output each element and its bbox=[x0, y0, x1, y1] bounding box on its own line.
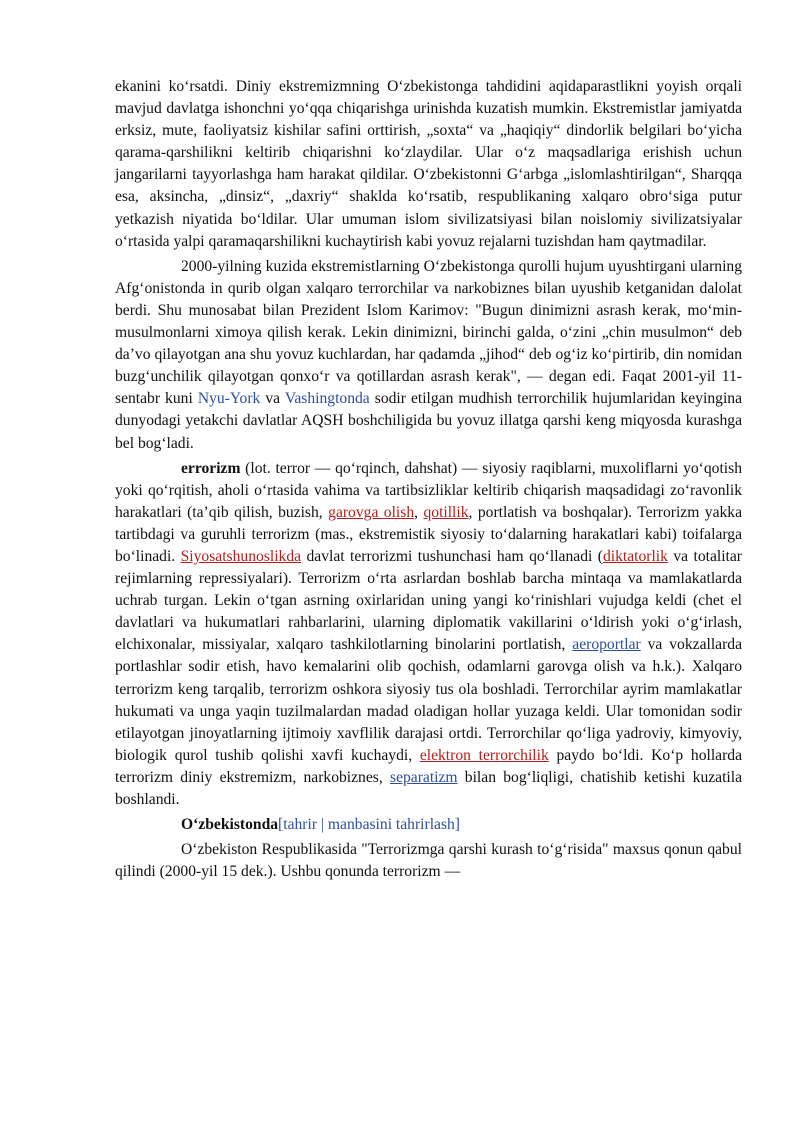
edit-links[interactable]: [tahrir | manbasini tahrirlash] bbox=[278, 816, 461, 834]
link-siyosatshunoslikda[interactable]: Siyosatshunoslikda bbox=[180, 547, 302, 565]
link-elektron-terrorchilik[interactable]: elektron terrorchilik bbox=[419, 746, 549, 764]
text-span: davlat terrorizmi tushunchasi ham qo‘llanadi ( bbox=[301, 547, 603, 565]
text-span: 2000-yilning kuzida ekstremistlarning O‘zbekistonga qurolli hujum uyushtirgani ularning Afg‘onistonda in qurib olgan xalqaro terrorchilar va narkobiznes bilan uyushib ketganidan dalolat berdi. Shu munosabat bilan Prezident Islom Karimov: "Bugun dinimizni asrash kerak, mo‘min-musulmonlarni ximoya qilish kerak. Lekin dinimizni, birinchi galda, o‘zini „chin musulmon“ deb da’vo qilayotgan ana shu yovuz kuchlardan, har qadamda „jihod“ deb og‘iz ko‘pirtirib, din nomidan buzg‘unchilik qilayotgan qonxo‘r va qotillardan asrash kerak", — degan edi. Faqat 2001-yil 11-sentabr kuni bbox=[115, 257, 742, 408]
text-span: va vokzallarda portlashlar sodir etish, havo kemalarini olib qochish, odamlarni garovga olish va h.k.). Xalqaro terrorizm keng tarqalib, terrorizm oshkora siyosiy tus ola boshladi. Terrorchilar ayrim mamlakatlar hukumati va unga yaqin tuzilmalardan madad oladigan hollar yuzaga keldi. Ular tomonidan sodir etilayotgan jinoyatlarning ijtimoiy xavflilik darajasi ortdi. Terrorchilar qo‘liga yadroviy, kimyoviy, biologik qurol tushib qolishi xavfi kuchaydi, bbox=[115, 636, 742, 764]
link-garovga-olish[interactable]: garovga olish bbox=[328, 503, 415, 521]
text-span: sodir etilgan mudhish terrorchilik hujumlaridan keyingina dunyodagi yetakchi davlatlar AQSH boshchiligida bu yovuz illatga qarshi keng miqyosda kurashga bel bog‘ladi. bbox=[115, 390, 742, 452]
link-diktatorlik[interactable]: diktatorlik bbox=[602, 547, 668, 565]
paragraph-extremism: ekanini ko‘rsatdi. Diniy ekstremizmning O‘zbekistonga tahdidini aqidaparastlikni yoyish orqali mavjud davlatga ishonchni yo‘qqa chiqarishga urinishda kuzatish mumkin. Ekstremistlar jamiyatda erksiz, mute, faoliyatsiz kishilar safini orttirish, „soxta“ va „haqiqiy“ dindorlik belgilari bo‘yicha qarama-qarshilikni keltirib chiqarishni ko‘zlaydilar. Ular o‘z maqsadlariga erishish uchun jangarilarni tayyorlashga ham harakat qildilar. O‘zbekistonni G‘arbga „islomlashtirilgan“, Sharqqa esa, aksincha, „dinsiz“, „daxriy“ shaklda ko‘rsatib, respublikaning xalqaro obro‘siga putur yetkazish niyatida bo‘ldilar. Ular umuman islom sivilizatsiyasi bilan noislomiy sivilizatsiyalar o‘rtasida yalpi qaramaqarshilikni kuchaytirish kabi yovuz rejalarni tuzishdan ham qaytmadilar. bbox=[115, 78, 742, 250]
section-heading bbox=[115, 814, 742, 836]
text-span: va totalitar rejimlarning repressiyalari). Terrorizm o‘rta asrlardan boshlab barcha mintaqa va mamlakatlarda uchrab turgan. Lekin o‘tgan asrning oxirlaridan uning yangi ko‘rinishlari vujudga keldi (chet el davlatlari va hukumatlari rahbarlarini, ularning diplomatik vakillarini o‘ldirish yoki o‘g‘irlash, elchixonalar, missiyalar, xalqaro tashkilotlarning binolarini portlatish, bbox=[115, 547, 742, 654]
text-span: (lot. terror — qo‘rqinch, dahshat) — siyosiy raqiblarni, muxoliflarni yo‘qotish yoki qo‘rqitish, aholi o‘rtasida vahima va tartibsizliklar keltirib chiqarish maqsadidagi zo‘ravonlik harakatlari (ta’qib qilish, buzish, bbox=[115, 459, 742, 521]
paragraph-law: O‘zbekiston Respublikasida "Terrorizmga qarshi kurash to‘g‘risida" maxsus qonun qabul qilindi (2000-yil 15 dek.). Ushbu qonunda terrorizm — bbox=[115, 841, 742, 881]
text-span: bilan bog‘liqligi, chatishib ketishi kuzatila boshlandi. bbox=[115, 768, 742, 808]
link-separatizm[interactable]: separatizm bbox=[390, 768, 458, 786]
paragraph-terrorism-definition bbox=[115, 458, 742, 812]
heading-title: O‘zbekistonda bbox=[181, 816, 279, 834]
paragraph-armed-attack bbox=[115, 256, 742, 455]
document-page bbox=[115, 76, 742, 886]
text-span: , bbox=[414, 503, 424, 521]
link-qotillik[interactable]: qotillik bbox=[423, 503, 469, 521]
term-terrorism: errorizm bbox=[181, 459, 241, 477]
link-nyu-york[interactable]: Nyu-York bbox=[197, 390, 261, 408]
link-vashingtonda[interactable]: Vashingtonda bbox=[284, 390, 370, 408]
text-span: paydo bo‘ldi. Ko‘p hollarda terrorizm diniy ekstremizm, narkobiznes, bbox=[115, 746, 743, 786]
link-aeroportlar[interactable]: aeroportlar bbox=[572, 636, 641, 654]
text-span: va bbox=[260, 390, 285, 408]
text-span: , portlatish va boshqalar). Terrorizm yakka tartibdagi va guruhli terrorizm (mas., ekstremistik siyosiy to‘dalarning harakatlari kabi) toifalarga bo‘linadi. bbox=[115, 503, 743, 565]
